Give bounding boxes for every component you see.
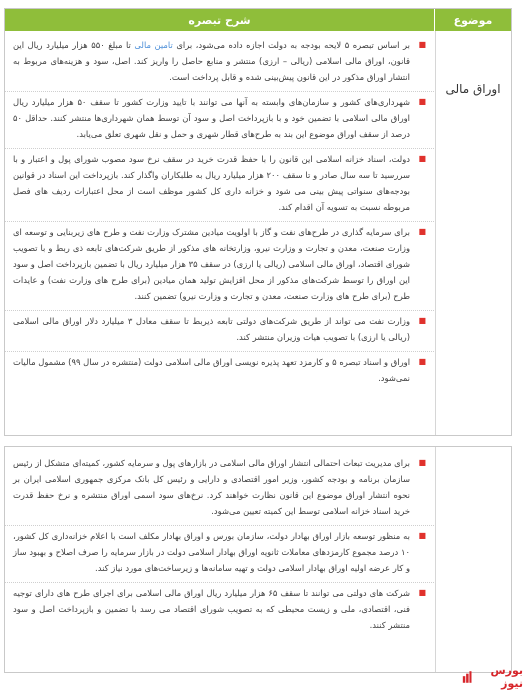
- list-item: [5, 92, 434, 149]
- logo-text: بورس نیوز: [490, 664, 523, 690]
- bullet-icon: ■: [418, 588, 426, 597]
- item-text: برای سرمایه گذاری در طرح‌های نفت و گاز با اولویت میادین مشترک وزارت نفت و طرح های زیربنایی و توسعه ای وزارت صنعت، معدن و تجارت و وزارت نیرو، وزارتخانه های مذکور از طریق شرکت‌های تابعه ذی ربط و با تصویب شورای اقتصاد، اوراق مالی اسلامی (ریالی یا ارزی) در سقف ۳۵ هزار میلیارد ریال با تضمین بازپرداخت اصل و سود این اوراق را توسط شرکت‌های مذکور از محل افزایش تولید همان میادین (برای طرح های وزارت نفت) و عایدات طرح (برای طرح های وزارت صنعت، معدن و تجارت و وزارت نیرو) تضمین کنند.: [13, 227, 410, 301]
- bullet-icon: ■: [418, 357, 426, 366]
- list-item: [5, 149, 434, 222]
- topic-label: اوراق مالی: [445, 82, 501, 96]
- item-text: اوراق و اسناد تبصره ۵ و کارمزد تعهد پذیره نویسی اوراق مالی اسلامی دولت (منتشره در سال ۹۹) مشمول مالیات نمی‌شود.: [13, 357, 411, 383]
- bullet-icon: ■: [418, 458, 426, 467]
- item-text: به منظور توسعه بازار اوراق بهادار دولت، سازمان بورس و اوراق بهادار مکلف است با اعلام خزانه‌داری کل کشور، ۱۰ درصد مجموع کارمزدهای معاملات ثانویه اوراق بهادار اسلامی دولت در بازار سرمایه را صرف اصلاح و بهبود ساز و کار عرضه اولیه اوراق بهادار اسلامی دولت و تهیه سامانه‌ها و زیرساخت‌های مورد نیاز کند.: [13, 531, 410, 573]
- bond-notes-table: [4, 8, 512, 436]
- topic-column: [435, 31, 511, 435]
- list-item: [5, 583, 434, 639]
- items-list: [5, 35, 434, 392]
- list-item: [5, 526, 434, 583]
- header-topic: موضوع: [434, 9, 511, 31]
- bullet-icon: ■: [418, 227, 426, 236]
- item-text: بر اساس تبصره ۵ لایحه بودجه به دولت اجازه داده می‌شود، برای تامین مالی تا مبلغ ۵۵۰ هزار میلیارد ریال این قانون، اوراق مالی اسلامی (ریالی – ارزی) منتشر و منابع حاصل را واریز کند. اصل، سود و هزینه‌های مربوط به انتشار اوراق مذکور در این قانون پیش‌بینی شده و قابل پرداخت است.: [13, 40, 410, 82]
- item-text: وزارت نفت می تواند از طریق شرکت‌های دولتی تابعه ذیربط تا سقف معادل ۳ میلیارد دلار اوراق مالی اسلامی (ریالی یا ارزی) با تصویب هیات وزیران منتشر کند.: [13, 316, 410, 342]
- item-text: شرکت های دولتی می توانند تا سقف ۶۵ هزار میلیارد ریال اوراق مالی اسلامی برای اجرای طرح های دارای توجیه فنی، اقتصادی، ملی و زیست محیطی که به تصویب شورای اقتصاد می رسد با تضمین و بازپرداخت اصل و سود منتشر کنند.: [13, 588, 410, 630]
- bullet-icon: ■: [418, 97, 426, 106]
- topic-column: [435, 447, 511, 672]
- bullet-icon: ■: [418, 531, 426, 540]
- logo-mark-icon: [462, 670, 472, 684]
- list-item: [5, 311, 434, 352]
- highlight-term: تامین مالی: [134, 40, 173, 50]
- item-text: دولت، اسناد خزانه اسلامی این قانون را با حفظ قدرت خرید در سقف نرخ سود مصوب شورای پول و اعتبار و با سررسید تا سه سال صادر و تا سقف ۲۰۰ هزار میلیارد ریال به طلبکاران واگذار کند. بازپرداخت این اسناد در قوانین بودجه‌های سنواتی پیش بینی می شود و خزانه داری کل کشور موظف است از محل اعتبارات ردیف های فصل مربوطه نسبت به تسویه آن اقدام کند.: [13, 154, 410, 212]
- list-item: [5, 222, 434, 311]
- item-text: برای مدیریت تبعات احتمالی انتشار اوراق مالی اسلامی در بازارهای پول و سرمایه کشور، کمیته‌ای متشکل از رئیس سازمان برنامه و بودجه کشور، وزیر امور اقتصادی و دارایی و رئیس کل بانک مرکزی جمهوری اسلامی ایران بر نحوه انتشار اوراق موضوع این قانون نظارت خواهند کرد. نرخ‌های سود اسمی اوراق منتشره و نرخ حفظ قدرت خرید اسناد خزانه اسلامی توسط این کمیته تعیین می‌شود.: [13, 458, 410, 516]
- bond-notes-table-continued: [4, 446, 512, 673]
- list-item: [5, 35, 434, 92]
- list-item: [5, 453, 434, 526]
- item-text: شهرداری‌های کشور و سازمان‌های وابسته به آنها می توانند با تایید وزارت کشور تا سقف ۵۰ هزار میلیارد ریال اوراق مالی اسلامی با تضمین خود و با بازپرداخت اصل و سود آن توسط همان شهرداری‌ها منتشر کنند. حداقل ۵۰ درصد از سقف اوراق موضوع این بند به طرح‌های قطار شهری و حمل و نقل شهری تعلق می‌یابد.: [13, 97, 410, 139]
- bullet-icon: ■: [418, 154, 426, 163]
- bullet-icon: ■: [418, 40, 426, 49]
- bourse-news-logo: [462, 664, 523, 690]
- bullet-icon: ■: [418, 316, 426, 325]
- list-item: [5, 352, 434, 392]
- items-list: [5, 453, 434, 639]
- table-header: [5, 9, 511, 31]
- header-description: شرح تبصره: [188, 13, 251, 27]
